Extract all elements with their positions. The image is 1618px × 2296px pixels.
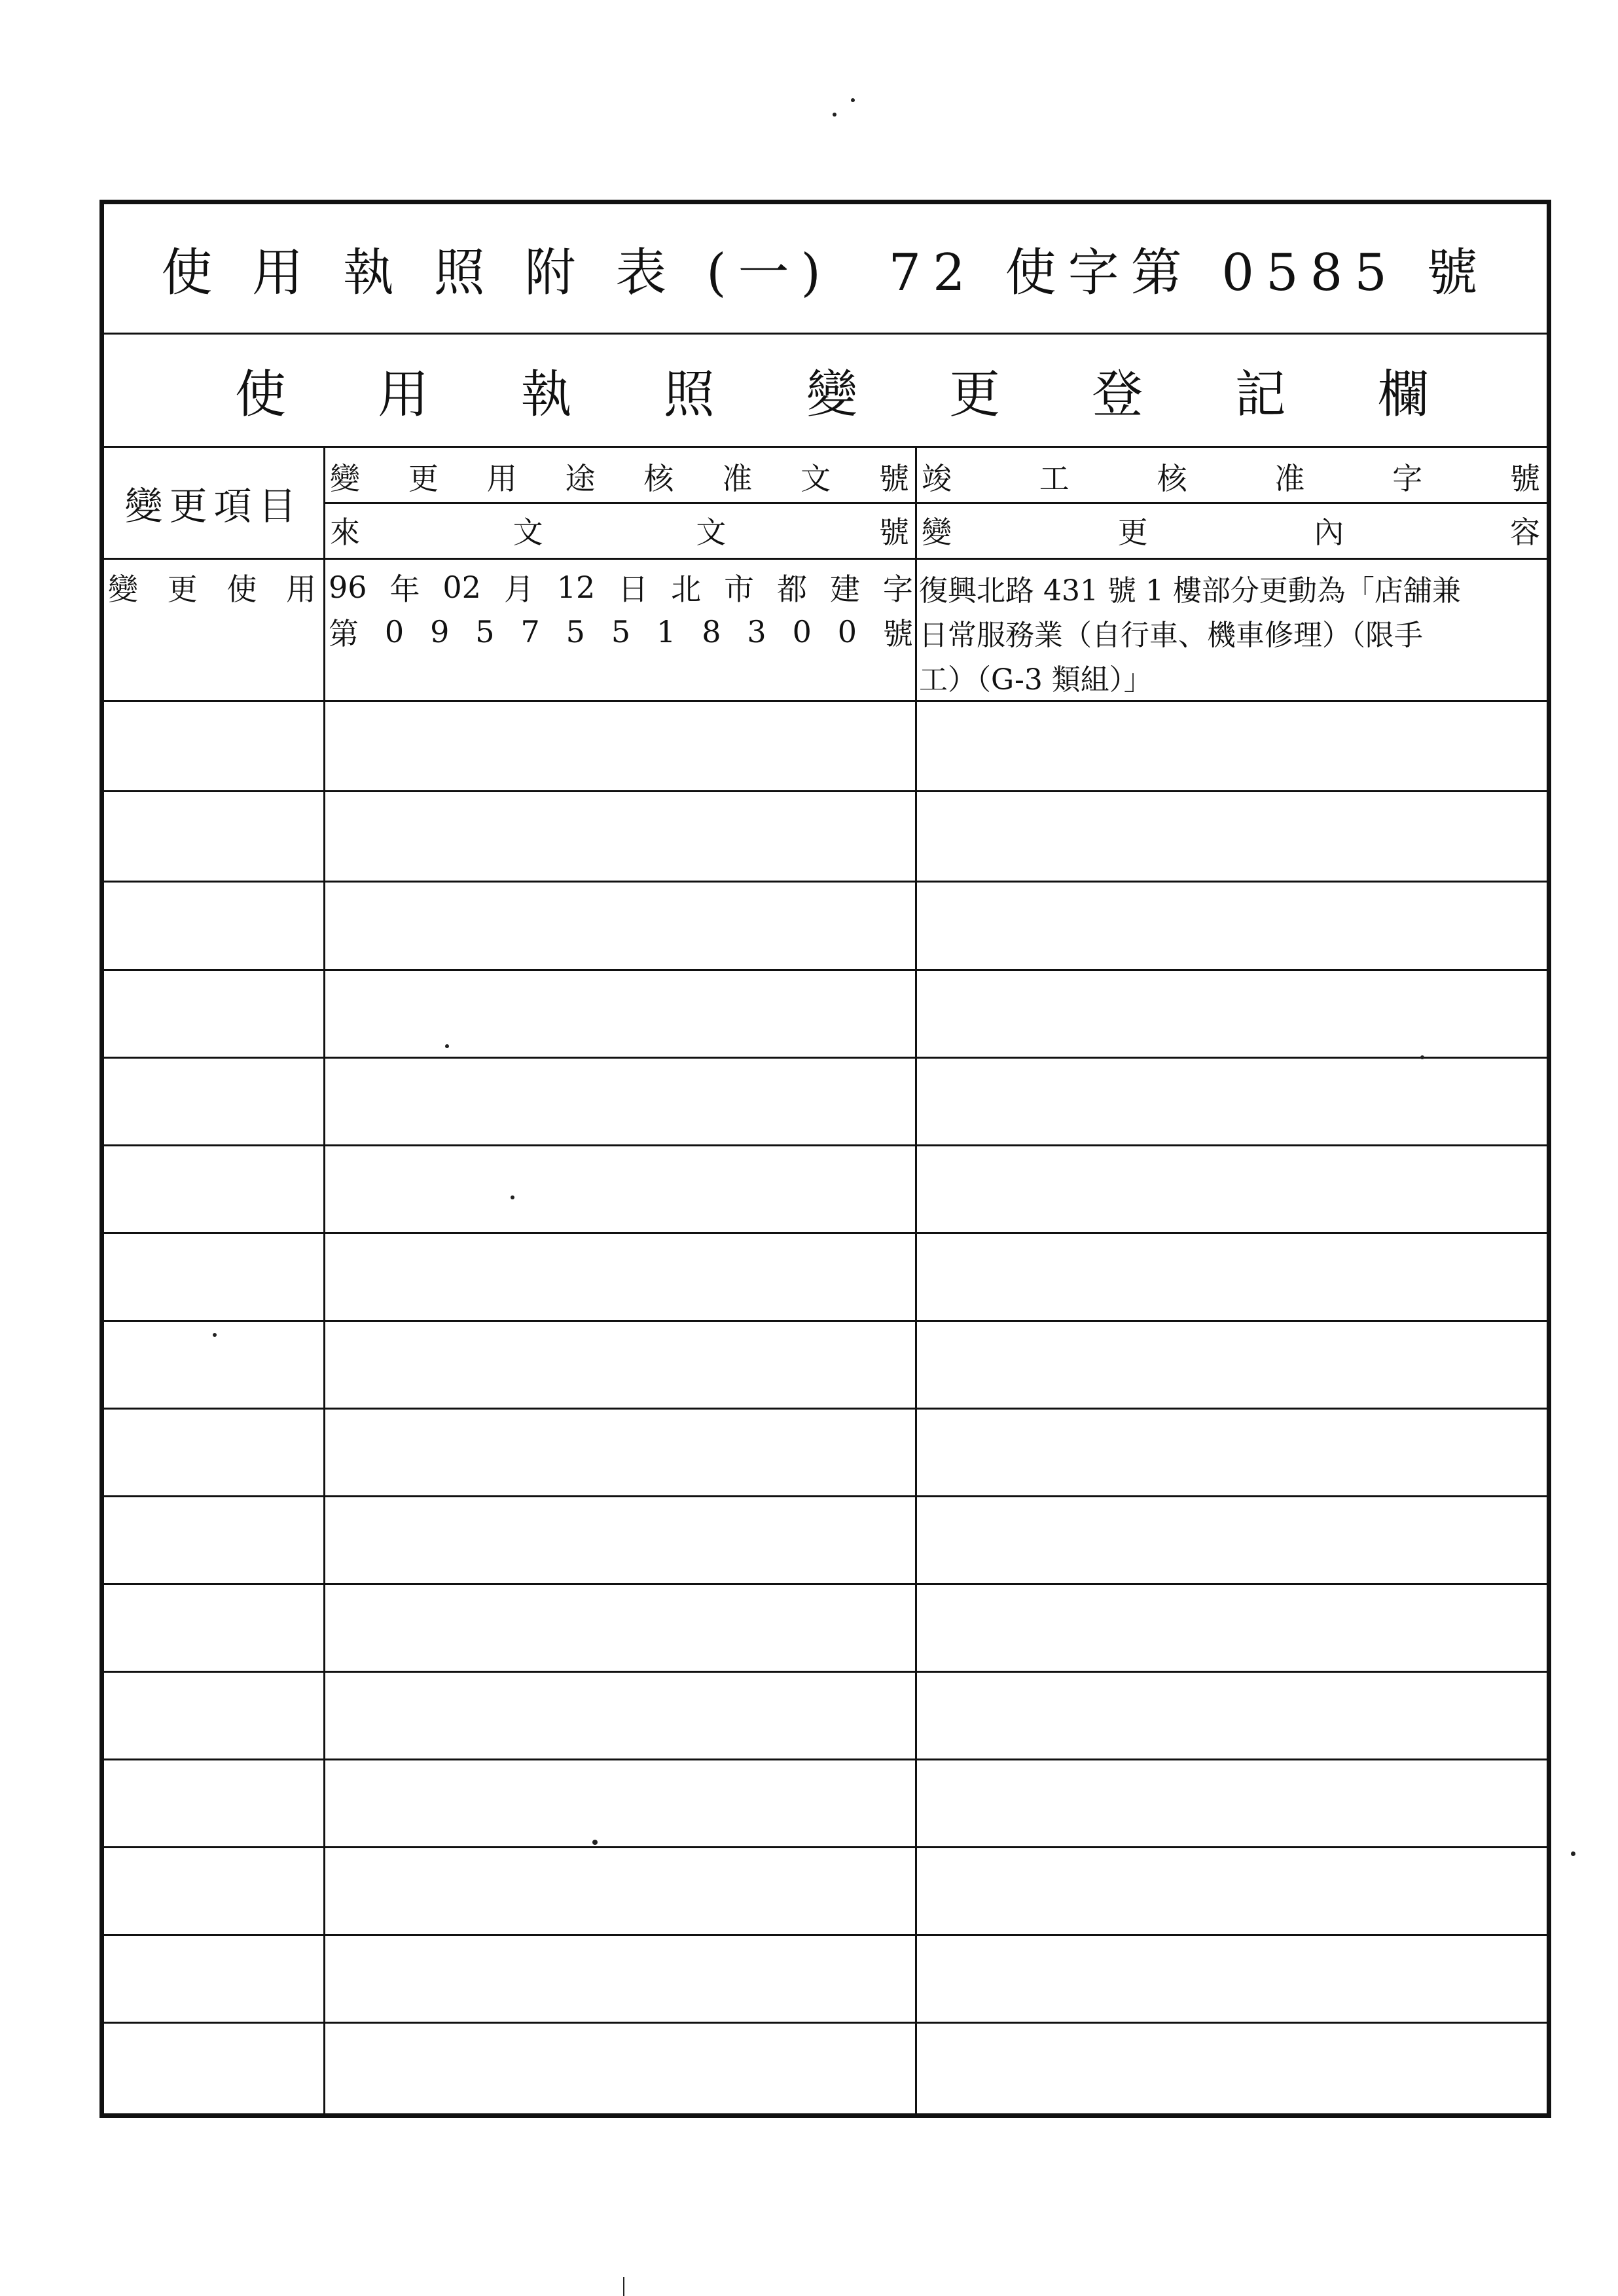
divider	[104, 558, 1547, 560]
header-char: 准	[722, 461, 753, 496]
divider	[323, 502, 1547, 504]
table-row	[104, 1583, 1547, 1585]
row-doc-char: 年	[389, 572, 420, 607]
table-title-row	[104, 204, 1547, 333]
table-row	[104, 1232, 1547, 1234]
header-incoming-doc-no	[330, 507, 909, 554]
row-doc-char: 8	[702, 614, 721, 649]
row-doc-char: 96	[329, 570, 367, 605]
header-char: 來	[330, 515, 360, 550]
row-item-char: 更	[167, 572, 198, 607]
table-row	[104, 700, 1547, 702]
header-approval-doc-no	[330, 453, 909, 500]
scan-speck	[851, 98, 855, 102]
header-char: 途	[565, 461, 596, 496]
row-doc-char: 0	[792, 614, 812, 649]
scan-speck	[833, 113, 836, 117]
scan-speck	[1571, 1851, 1575, 1856]
scan-speck	[592, 1840, 598, 1845]
header-change-content	[922, 507, 1540, 554]
row-doc-char: 9	[430, 614, 450, 649]
table-row	[104, 1758, 1547, 1760]
header-char: 號	[878, 515, 909, 550]
subtitle-char: 記	[1234, 365, 1286, 424]
header-char: 文	[512, 515, 543, 550]
column-divider	[323, 446, 325, 2113]
scan-speck	[213, 1333, 217, 1337]
header-char: 核	[643, 461, 674, 496]
subtitle-char: 執	[520, 365, 572, 424]
row-doc-char: 日	[618, 572, 649, 607]
table-row	[104, 790, 1547, 792]
table-row	[104, 1320, 1547, 1322]
section-subtitle	[235, 335, 1429, 446]
row-doc-char: 市	[724, 572, 755, 607]
license-table	[99, 200, 1551, 2118]
header-char: 竣	[922, 461, 952, 496]
table-row	[104, 1057, 1547, 1059]
table-title: 使 用 執 照 附 表 (一) 72 使字第 0585 號	[161, 244, 1490, 302]
subtitle-char: 用	[378, 365, 429, 424]
table-row	[104, 1846, 1547, 1848]
column-divider	[915, 446, 917, 2113]
row-doc-char: 北	[671, 572, 702, 607]
row-doc-number	[329, 609, 913, 655]
row-content-line-1: 復興北路 431 號 1 樓部分更動為「店舖兼	[919, 574, 1461, 608]
row-doc-char: 號	[882, 616, 913, 651]
row-doc-date	[329, 564, 913, 610]
row-item-char: 變	[108, 572, 138, 607]
row-doc-char: 3	[747, 614, 766, 649]
header-char: 文	[800, 461, 831, 496]
row-doc-char: 12	[556, 570, 596, 605]
header-char: 更	[1117, 515, 1148, 550]
row-doc-char: 5	[611, 614, 631, 649]
header-char: 變	[922, 515, 952, 550]
scan-mark	[623, 2277, 624, 2296]
header-change-item: 變更項目	[124, 484, 303, 528]
row-content-line-3: 工）（G-3 類組）」	[919, 663, 1153, 697]
subtitle-row	[104, 335, 1547, 446]
table-row	[104, 1671, 1547, 1673]
row-doc-char: 0	[837, 614, 857, 649]
scan-speck	[511, 1195, 514, 1199]
scan-speck	[1420, 1055, 1424, 1059]
header-char: 號	[878, 461, 909, 496]
subtitle-char: 使	[235, 365, 287, 424]
table-row	[104, 1495, 1547, 1497]
header-char: 字	[1392, 461, 1423, 496]
header-char: 准	[1274, 461, 1305, 496]
header-completion-no	[922, 453, 1540, 500]
header-char: 更	[408, 461, 439, 496]
row-doc-char: 7	[520, 614, 540, 649]
table-row	[104, 1408, 1547, 1410]
table-row	[104, 969, 1547, 971]
row-doc-char: 5	[475, 614, 495, 649]
row-content-line-2: 日常服務業（自行車、機車修理）（限手	[919, 619, 1423, 652]
subtitle-char: 照	[663, 365, 715, 424]
row-doc-char: 02	[442, 570, 481, 605]
row-doc-char: 5	[566, 614, 585, 649]
header-char: 內	[1314, 515, 1344, 550]
row-doc-char: 1	[656, 614, 676, 649]
row-item-char: 用	[285, 572, 316, 607]
row-change-item	[108, 564, 316, 610]
header-char: 號	[1509, 461, 1540, 496]
header-char: 用	[486, 461, 517, 496]
header-char: 工	[1039, 461, 1070, 496]
scan-speck	[445, 1044, 449, 1048]
row-doc-char: 字	[882, 572, 913, 607]
row-item-char: 使	[226, 572, 257, 607]
row-doc-char: 都	[777, 572, 808, 607]
row-doc-char: 第	[329, 616, 359, 651]
table-row	[104, 1934, 1547, 1936]
row-doc-char: 月	[503, 572, 534, 607]
subtitle-char: 更	[949, 365, 1001, 424]
subtitle-char: 欄	[1377, 365, 1429, 424]
header-char: 核	[1157, 461, 1187, 496]
header-char: 文	[696, 515, 727, 550]
header-char: 容	[1509, 515, 1540, 550]
header-char: 變	[330, 461, 360, 496]
table-row	[104, 2022, 1547, 2024]
table-row	[104, 881, 1547, 883]
table-row	[104, 1144, 1547, 1146]
subtitle-char: 登	[1092, 365, 1143, 424]
row-doc-char: 建	[829, 572, 860, 607]
row-doc-char: 0	[384, 614, 404, 649]
subtitle-char: 變	[806, 365, 857, 424]
